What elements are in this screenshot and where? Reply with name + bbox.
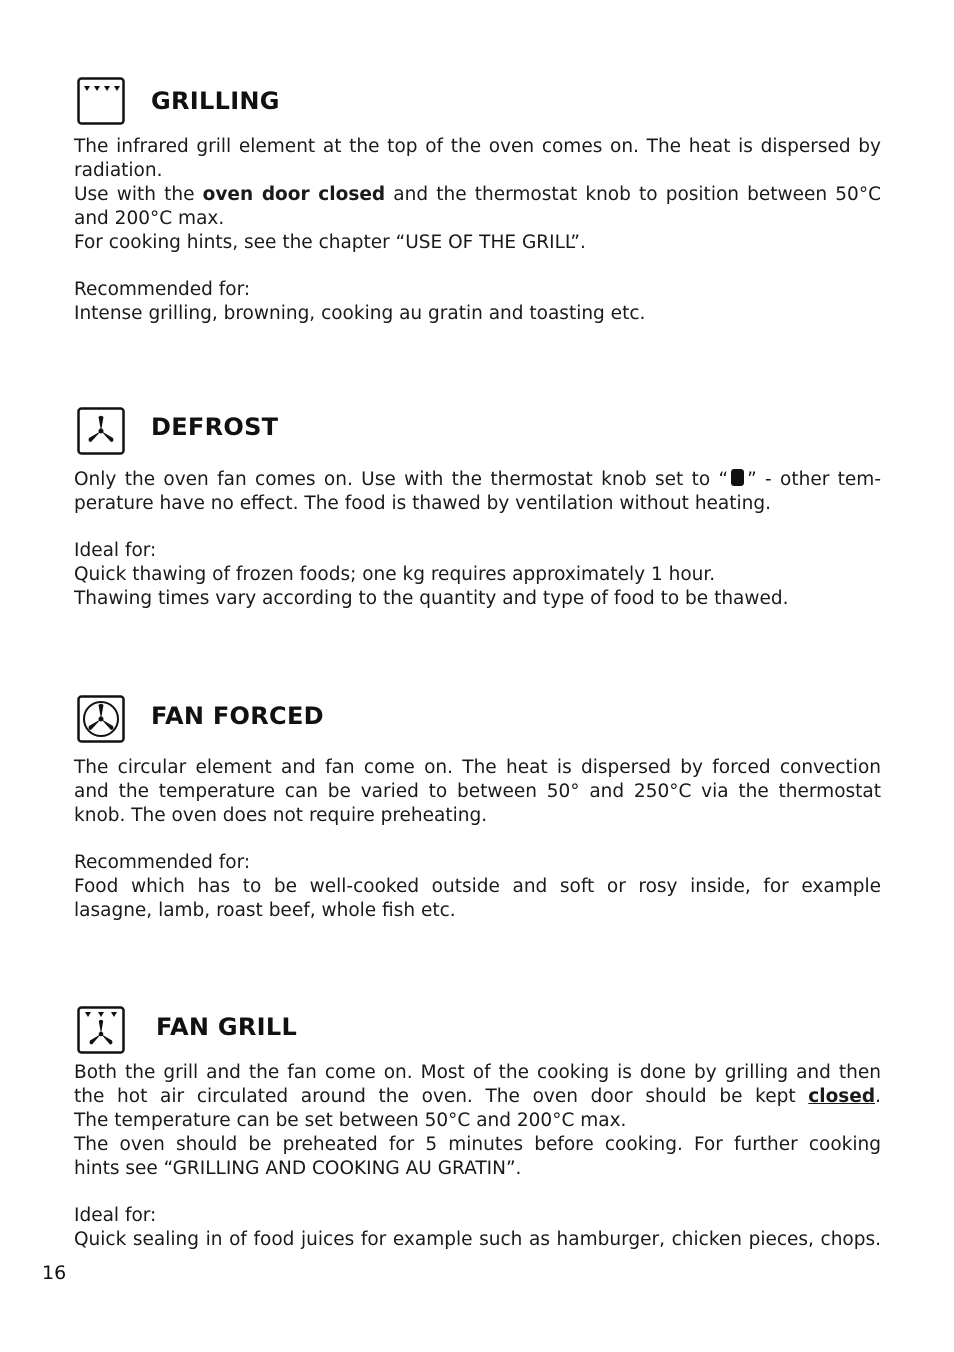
paragraph-line: knob. The oven does not require preheating. (74, 805, 488, 826)
section-title: DEFROST (151, 413, 279, 441)
recommended-text: lasagne, lamb, roast beef, whole fish etc. (74, 900, 456, 921)
paragraph-line: For cooking hints, see the chapter “USE OF THE GRILL”. (74, 232, 586, 253)
thermostat-symbol-icon (731, 469, 744, 486)
section-body (74, 1061, 881, 1252)
text-run: and the thermostat knob to position between 50°C (385, 184, 881, 205)
paragraph-line: The temperature can be set between 50°C and 200°C max. (74, 1110, 627, 1131)
text-run: . (875, 1086, 881, 1107)
recommended-text: Intense grilling, browning, cooking au gratin and toasting etc. (74, 303, 646, 324)
grill-fan-icon (77, 1006, 125, 1054)
paragraph-line: and the temperature can be varied to between 50° and 250°C via the thermostat (74, 781, 881, 802)
text-run: Use with the (74, 184, 203, 205)
text-run: the hot air circulated around the oven. The oven door should be kept (74, 1086, 809, 1107)
paragraph-line: The oven should be preheated for 5 minutes before cooking. For further cooking (74, 1134, 881, 1155)
section-title: GRILLING (151, 87, 280, 115)
section-title: FAN FORCED (151, 702, 324, 730)
page-number: 16 (42, 1262, 67, 1284)
paragraph-line (74, 183, 881, 207)
paragraph-line: hints see “GRILLING AND COOKING AU GRATIN”. (74, 1158, 522, 1179)
circular-fan-icon (77, 695, 125, 743)
emphasis-text: closed (808, 1086, 876, 1107)
section-body (74, 135, 881, 326)
text-run: ” - other tem- (747, 469, 881, 490)
fan-icon (77, 407, 125, 455)
paragraph-line: The circular element and fan come on. The heat is dispersed by forced convection (74, 757, 881, 778)
paragraph-line: radiation. (74, 160, 163, 181)
recommended-label: Recommended for: (74, 279, 251, 300)
text-run: Only the oven fan comes on. Use with the thermostat knob set to “ (74, 469, 729, 490)
emphasis-text: oven door closed (202, 184, 386, 205)
paragraph-line: The infrared grill element at the top of the oven comes on. The heat is dispersed by (74, 136, 881, 157)
paragraph-line: Both the grill and the fan come on. Most of the cooking is done by grilling and then (74, 1062, 881, 1083)
ideal-text: Quick sealing in of food juices for example such as hamburger, chicken pieces, chops. (74, 1229, 881, 1250)
recommended-text: Food which has to be well-cooked outside and soft or rosy inside, for example (74, 876, 881, 897)
recommended-label: Recommended for: (74, 852, 251, 873)
paragraph-line (74, 468, 881, 492)
ideal-label: Ideal for: (74, 1205, 157, 1226)
section-body (74, 756, 881, 923)
grill-element-icon (77, 77, 125, 125)
ideal-label: Ideal for: (74, 540, 157, 561)
section-title: FAN GRILL (156, 1013, 298, 1041)
ideal-text: Quick thawing of frozen foods; one kg requires approximately 1 hour. (74, 564, 716, 585)
ideal-text: Thawing times vary according to the quantity and type of food to be thawed. (74, 588, 789, 609)
section-body (74, 468, 881, 611)
paragraph-line (74, 1085, 881, 1109)
paragraph-line: and 200°C max. (74, 208, 225, 229)
paragraph-line: perature have no effect. The food is thawed by ventilation without heating. (74, 493, 772, 514)
